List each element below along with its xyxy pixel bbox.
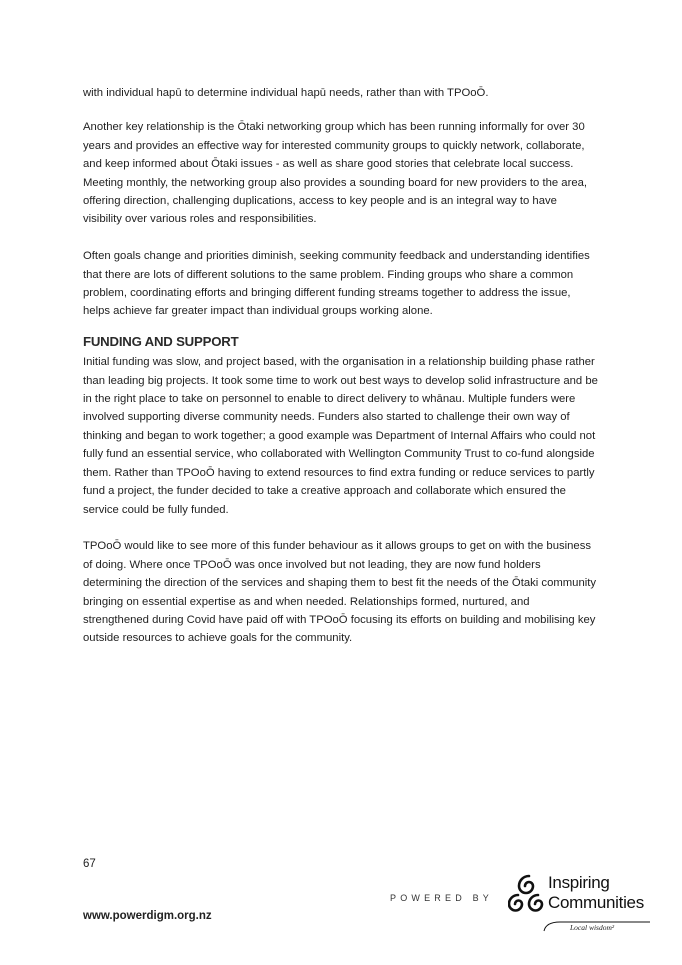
document-body	[83, 84, 598, 666]
logo-tagline: Local wisdom²	[570, 923, 615, 932]
paragraph-initial-funding: Initial funding was slow, and project based, with the organisation in a relationship building phase rather than leading big projects. It took some time to work out best ways to develop solid infrastructure and be in the right place to take on personnel to enable to direct delivery to whānau. Multiple funders were involved supporting diverse community needs. Funders also started to challenge their own way of thinking and began to work together; a good example was Department of Internal Affairs who could not fully fund an essential service, who collaborated with Wellington Community Trust to co-fund alongside them. Rather than TPOoŌ having to extend resources to find extra funding or reduce services to partly fund a project, the funder decided to take a creative approach and collaborate which ensured the service could be fully funded.	[83, 356, 598, 516]
logo-text-inspiring: Inspiring	[548, 873, 610, 892]
paragraph-hapu: with individual hapū to determine individual hapū needs, rather than with TPOoŌ.	[83, 87, 489, 99]
logo-text-communities: Communities	[548, 893, 644, 912]
powered-by-label: POWERED BY	[390, 893, 494, 903]
paragraph-funder-behaviour: TPOoŌ would like to see more of this funder behaviour as it allows groups to get on with the business of doing. Where once TPOoŌ was once involved but not leading, they are now fund holders determining the direction of the services and shaping them to best fit the needs of the Ōtaki community bringing on essential expertise as and when needed. Relationships formed, nurtured, and strengthened during Covid have paid off with TPOoŌ focusing its efforts on building and mobilising key outside resources to achieve goals for the community.	[83, 540, 597, 645]
website-link[interactable]: www.powerdigm.org.nz	[83, 910, 212, 922]
triple-spiral-icon	[508, 870, 550, 918]
inspiring-communities-logo	[508, 868, 658, 940]
section-heading: FUNDING AND SUPPORT	[83, 334, 239, 350]
page-number: 67	[83, 858, 96, 870]
paragraph-networking-group: Another key relationship is the Ōtaki networking group which has been running informally for over 30 years and provides an effective way for interested community groups to quickly network, collaborate, and keep informed about Ōtaki issues - as well as share good stories that celebrate local success. Meeting monthly, the networking group also provides a sounding board for new providers to the area, offering direction, challenging duplications, access to key people and is an integral way to have visibility over various roles and responsibilities.	[83, 121, 588, 226]
paragraph-goals: Often goals change and priorities diminish, seeking community feedback and understanding identifies that there are lots of different solutions to the same problem. Finding groups who share a common problem, coordinating efforts and bringing different funding streams together to address the issue, helps achieve far greater impact than individual groups working alone.	[83, 250, 590, 318]
